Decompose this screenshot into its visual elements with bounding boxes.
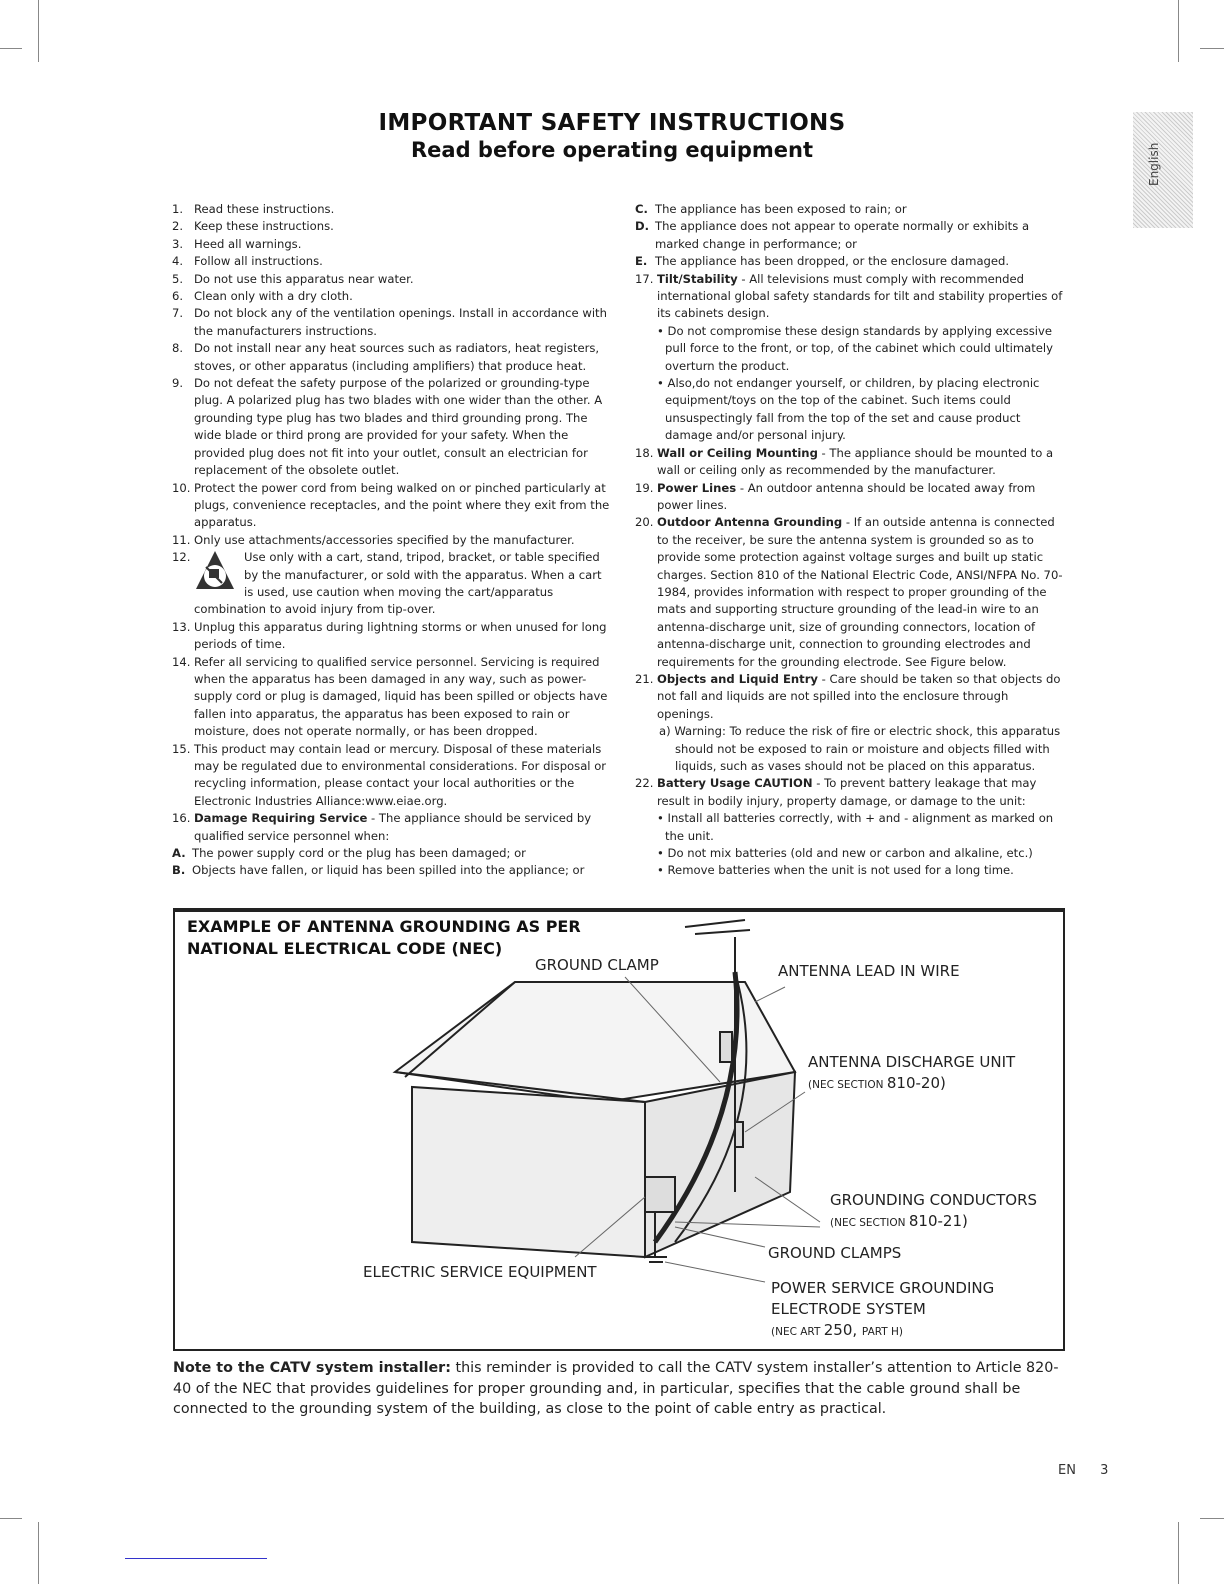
list-item [172, 845, 612, 862]
item-text [194, 271, 612, 288]
list-item [172, 218, 612, 235]
item-number: 11. [172, 532, 191, 547]
item-body: Use only with a cart, stand, tripod, bracket, or table specified by the manufacturer, or sold with the apparatus. When a cart is used, use caution when moving the cart/apparatus combination to avoid injury from tip-over. [194, 550, 602, 617]
item-text [194, 201, 612, 218]
catv-note [173, 1358, 1063, 1420]
antenna-grounding-diagram [173, 908, 1065, 1351]
item-heading: Objects and Liquid Entry [657, 671, 818, 686]
label-discharge-unit: ANTENNA DISCHARGE UNIT [808, 1053, 1016, 1071]
list-item [172, 201, 612, 218]
item-number: 7. [172, 306, 184, 321]
list-item [635, 218, 1067, 253]
ref-number: 810-21) [908, 1212, 968, 1230]
item-body: Keep these instructions. [194, 219, 334, 234]
list-item [635, 201, 1067, 218]
item-number: 16. [172, 811, 191, 826]
item-number: 8. [172, 341, 184, 356]
list-item [172, 480, 612, 532]
item-body: Do not use this apparatus near water. [194, 271, 414, 286]
item-text [194, 375, 612, 479]
footer-rule [125, 1558, 267, 1559]
item-body: Heed all warnings. [194, 236, 302, 251]
item-number: 3. [172, 236, 184, 251]
item-number: B. [172, 863, 186, 878]
language-label: English [1147, 142, 1161, 186]
item-body: Read these instructions. [194, 202, 335, 216]
item-number: 9. [172, 376, 184, 391]
page-title: IMPORTANT SAFETY INSTRUCTIONS [378, 110, 846, 136]
ref-suffix: PART H) [861, 1326, 904, 1338]
ref-number: 810-20) [886, 1074, 946, 1092]
item-text [192, 845, 612, 862]
crop-mark [1200, 1518, 1224, 1519]
item-text [657, 271, 1067, 323]
item-heading: Outdoor Antenna Grounding [657, 515, 843, 530]
item-text [194, 654, 612, 741]
item-body: - An outdoor antenna should be located away from power lines. [657, 480, 1036, 512]
item-heading: Power Lines [657, 480, 737, 495]
item-heading: Damage Requiring Service [194, 811, 368, 826]
item-body: Objects have fallen, or liquid has been spilled into the appliance; or [192, 863, 585, 878]
item-text [657, 445, 1067, 480]
list-item [172, 253, 612, 270]
label-ground-clamps: GROUND CLAMPS [768, 1244, 902, 1262]
instructions-left-column [172, 201, 612, 880]
bullet-item: • Also,do not endanger yourself, or children, by placing electronic equipment/toys on the top of the cabinet. Such items could unsuspectingly fall from the top of the set and cause product damage and/or personal injury. [657, 376, 1040, 443]
list-item [172, 271, 612, 288]
item-number: 21. [635, 671, 654, 686]
crop-mark [0, 1518, 22, 1519]
list-item [172, 549, 612, 619]
item-body: Unplug this apparatus during lightning storms or when unused for long periods of time. [194, 619, 607, 652]
list-item [172, 305, 612, 340]
item-text [657, 480, 1067, 515]
instructions-right-column [635, 201, 1067, 880]
list-item [172, 340, 612, 375]
item-letter: C. [635, 202, 648, 216]
item-text: The appliance has been exposed to rain; or [655, 202, 907, 216]
note-heading: Note to the CATV system installer: [173, 1360, 451, 1376]
item-body: - All televisions must comply with recommended international global safety standards for tilt and stability properties of its cabinets design. [657, 271, 1063, 321]
bullet-item: • Install all batteries correctly, with + and - alignment as marked on the unit. [657, 811, 1054, 843]
bullet-item: • Do not compromise these design standards by applying excessive pull force to the front, or top, of the cabinet which could ultimately overturn the product. [657, 323, 1053, 373]
language-tab [1133, 112, 1193, 228]
item-number: 13. [172, 619, 191, 634]
item-text [194, 218, 612, 235]
item-body: Do not defeat the safety purpose of the polarized or grounding-type plug. A polarized plug has two blades with one wider than the other. A grounding type plug has two blades and third grounding prong. The wide blade or third prong are provided for your safety. When the provided plug does not fit into your outlet, consult an electrician for replacement of the obsolete outlet. [194, 376, 603, 478]
item-body: - The appliance should be mounted to a wall or ceiling only as recommended by the manufacturer. [657, 445, 1054, 478]
crop-mark [1178, 1522, 1179, 1584]
item-number: 4. [172, 254, 184, 269]
item-number: 20. [635, 515, 654, 530]
crop-mark [38, 1522, 39, 1584]
item-text [194, 236, 612, 253]
item-number: 14. [172, 654, 191, 669]
sub-item: a) Warning: To reduce the risk of fire or electric shock, this apparatus should not be exposed to rain or moisture and objects filled with liquids, such as vases should not be placed on this apparatus. [659, 724, 1061, 773]
item-text [657, 775, 1067, 810]
list-item [172, 810, 612, 845]
item-text [657, 671, 1067, 723]
item-body: This product may contain lead or mercury. Disposal of these materials may be regulated due to environmental considerations. For disposal or recycling information, please contact your local authorities or the Electronic Industries Alliance:www.eiae.org. [194, 741, 607, 808]
crop-mark [1178, 0, 1179, 62]
item-body: Clean only with a dry cloth. [194, 289, 353, 304]
list-item [172, 862, 612, 879]
bullet-item: • Do not mix batteries (old and new or carbon and alkaline, etc.) [657, 846, 1033, 861]
ref-prefix: (NEC SECTION [808, 1079, 887, 1091]
page-number: EN 3 [1058, 1463, 1109, 1478]
note-text: this reminder is provided to call the CATV system installer’s attention to Article 820-40 of the NEC that provides guidelines for proper grounding and, in particular, specifies that the cable ground shall be connected to the grounding system of the building, as close to the point of cable entry as practical. [173, 1360, 1059, 1417]
item-body: Do not install near any heat sources such as radiators, heat registers, stoves, or other apparatus (including amplifiers) that produce heat. [194, 341, 600, 373]
ref-prefix: (NEC ART [771, 1326, 824, 1338]
list-item [172, 741, 612, 811]
label-ground-clamp: GROUND CLAMP [535, 956, 659, 974]
item-number: 10. [172, 480, 191, 495]
list-item [635, 671, 1067, 723]
ref-prefix: (NEC SECTION [830, 1217, 909, 1229]
item-text [657, 514, 1067, 671]
list-item [635, 480, 1067, 515]
item-text [194, 810, 612, 845]
item-body: - If an outside antenna is connected to the receiver, be sure the antenna system is grounded so as to provide some protection against voltage surges and built up static charges. Section 810 of the National Electric Code, ANSI/NFPA No. 70-1984, provides information with respect to proper grounding of the mats and supporting structure grounding of the lead-in wire to an antenna-discharge unit, size of grounding connectors, location of antenna-discharge unit, connection to grounding electrodes and requirements for the grounding electrode. See Figure below. [657, 515, 1063, 669]
label-grounding-conductors: GROUNDING CONDUCTORS [830, 1191, 1038, 1209]
item-number: 5. [172, 271, 184, 286]
list-item [172, 619, 612, 654]
item-text [194, 253, 612, 270]
list-item [172, 532, 612, 549]
item-number: 15. [172, 741, 191, 756]
list-item [635, 514, 1067, 671]
item-text [194, 549, 612, 619]
item-number: 12. [172, 550, 191, 565]
label-electric-service: ELECTRIC SERVICE EQUIPMENT [363, 1263, 597, 1281]
item-body: Follow all instructions. [194, 254, 323, 269]
item-text: The appliance has been dropped, or the enclosure damaged. [655, 254, 1010, 269]
item-heading: Tilt/Stability [657, 271, 738, 286]
item-body: Only use attachments/accessories specified by the manufacturer. [194, 532, 575, 547]
item-body: - The appliance should be serviced by qualified service personnel when: [194, 811, 592, 843]
list-item [635, 775, 1067, 810]
list-item [172, 288, 612, 305]
ref-number: 250, [823, 1321, 862, 1339]
item-letter: D. [635, 219, 650, 234]
list-item [172, 654, 612, 741]
item-body: The power supply cord or the plug has been damaged; or [192, 846, 526, 861]
page-subtitle: Read before operating equipment [410, 138, 813, 162]
item-body: Refer all servicing to qualified service personnel. Servicing is required when the apparatus has been damaged in any way, such as power-supply cord or plug is damaged, liquid has been spilled or objects have fallen into apparatus, the apparatus has been exposed to rain or moisture, does not operate normally, or has been dropped. [194, 654, 608, 739]
label-antenna-lead: ANTENNA LEAD IN WIRE [778, 962, 960, 980]
cart-warning-icon [194, 549, 236, 593]
crop-mark [1200, 48, 1224, 49]
item-body: - To prevent battery leakage that may result in bodily injury, property damage, or damage to the unit: [657, 776, 1037, 808]
item-body: Do not block any of the ventilation openings. Install in accordance with the manufacturers instructions. [194, 306, 607, 338]
item-number: 17. [635, 271, 654, 286]
list-item [172, 236, 612, 253]
item-text: The appliance does not appear to operate normally or exhibits a marked change in performance; or [655, 219, 1030, 251]
item-letter: E. [635, 254, 648, 269]
item-text [194, 619, 612, 654]
label-power-service: ELECTRODE SYSTEM [771, 1300, 926, 1318]
diagram-title-line: NATIONAL ELECTRICAL CODE (NEC) [187, 939, 503, 958]
item-text [192, 862, 612, 879]
item-number: 1. [172, 202, 184, 216]
crop-mark [0, 48, 22, 49]
list-item [635, 445, 1067, 480]
item-number: A. [172, 846, 186, 861]
item-text [194, 741, 612, 811]
item-heading: Wall or Ceiling Mounting [657, 445, 818, 460]
item-body: Protect the power cord from being walked on or pinched particularly at plugs, convenience receptacles, and the point where they exit from the apparatus. [194, 480, 610, 530]
item-number: 18. [635, 445, 654, 460]
diagram-title-line: EXAMPLE OF ANTENNA GROUNDING AS PER [187, 917, 581, 936]
label-power-ref [771, 1321, 903, 1339]
item-number: 6. [172, 289, 184, 304]
item-text [194, 532, 612, 549]
bullet-item: • Remove batteries when the unit is not used for a long time. [657, 863, 1014, 878]
label-discharge-ref [808, 1074, 946, 1092]
item-text [194, 480, 612, 532]
item-text [194, 340, 612, 375]
list-item [635, 271, 1067, 323]
item-number: 22. [635, 776, 654, 791]
list-item [635, 253, 1067, 270]
label-conductors-ref [830, 1212, 968, 1230]
item-number: 2. [172, 219, 184, 234]
item-body: - Care should be taken so that objects do not fall and liquids are not spilled into the enclosure through openings. [657, 671, 1061, 721]
item-text [194, 288, 612, 305]
crop-mark [38, 0, 39, 62]
list-item [172, 375, 612, 479]
label-power-service: POWER SERVICE GROUNDING [771, 1279, 995, 1297]
item-heading: Battery Usage CAUTION [657, 776, 813, 791]
item-text [194, 305, 612, 340]
item-number: 19. [635, 480, 654, 495]
